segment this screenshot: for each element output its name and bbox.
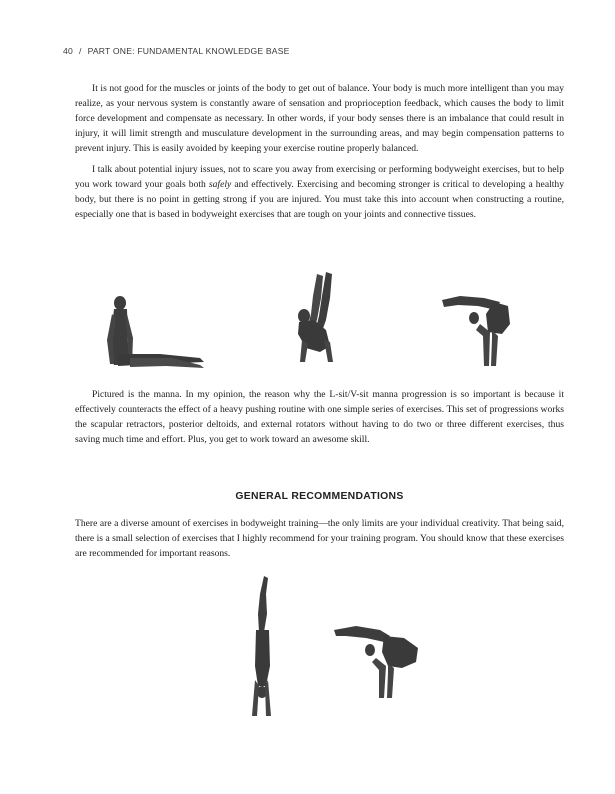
- v-sit-photo: [290, 268, 350, 368]
- manna-caption-text: [75, 387, 564, 447]
- section-heading: GENERAL RECOMMENDATIONS: [235, 491, 404, 502]
- part-title: PART ONE: FUNDAMENTAL KNOWLEDGE BASE: [87, 46, 290, 56]
- running-head: [63, 46, 290, 56]
- emphasis-safely: safely: [208, 179, 232, 190]
- paragraph-injury-end: and effectively. Exercising and becoming stronger is critical to developing a healthy body, but there is no point in getting strong if you are injured. You must take this into account when constructing a routine, especially one that is based in bodyweight exercises that are tough on your joints and connective tissues.: [75, 179, 565, 220]
- manna-photo: [440, 292, 520, 372]
- paragraph-manna: Pictured is the manna. In my opinion, the reason why the L-sit/V-sit manna progression is so important is because it effectively counteracts the effect of a heavy pushing routine with one simple series of exercises. This set of progressions works the scapular retractors, posterior deltoids, and external rotators without having to do two or three different exercises, thus saving much time and effort. Plus, you get to work toward an awesome skill.: [75, 389, 564, 445]
- paragraph-recommendations: There are a diverse amount of exercises in bodyweight training—the only limits are your individual creativity. That being said, there is a small selection of exercises that I highly recommend for your training program. You should know that these exercises are recommended for important reasons.: [75, 518, 564, 559]
- handstand-photo: [242, 574, 282, 720]
- paragraph-injury-start: I talk about potential injury issues, not to scare you away from exercising or performing bodyweight exercises, but to help you work toward your goals both: [75, 164, 564, 190]
- l-sit-photo: [100, 294, 206, 372]
- paragraph-injury: [75, 162, 564, 222]
- intro-text: [75, 81, 564, 222]
- press-handstand-photo: [332, 622, 420, 702]
- paragraph-balance: It is not good for the muscles or joints of the body to get out of balance. Your body is much more intelligent than you may realize, as your nervous system is constantly aware of sensation and proprioception feedback, which causes the body to limit force development and compensate as necessary. In other words, if your body senses there is an imbalance that could result in injury, it will limit strength and musculature development in the surrounding areas, and may begin compensation patterns to prevent injury. This is easily avoided by keeping your exercise routine properly balanced.: [75, 83, 564, 154]
- recommendations-text: [75, 516, 564, 561]
- page-number: 40: [63, 46, 73, 56]
- header-separator: /: [78, 46, 82, 56]
